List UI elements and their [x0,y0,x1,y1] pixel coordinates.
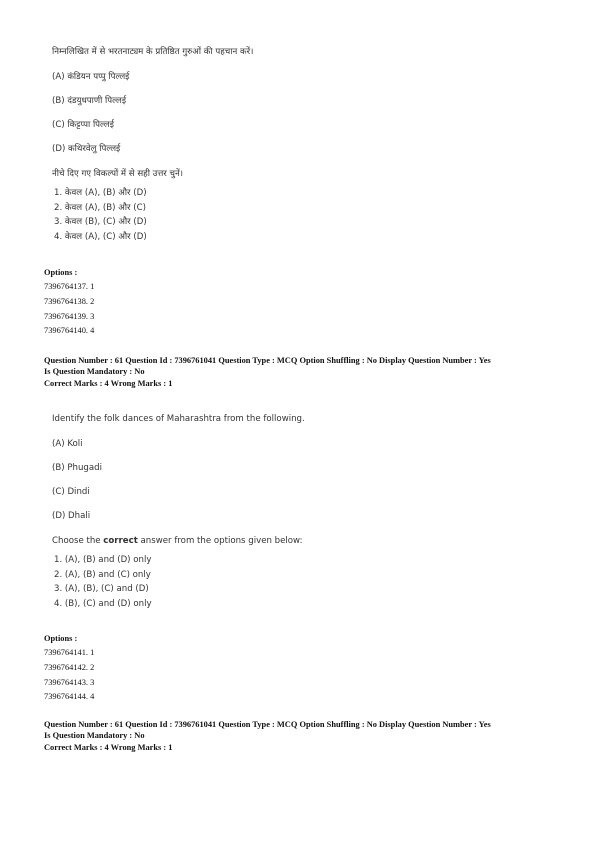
question-option-c: (C) किट्टप्पा पिल्लई [52,120,114,130]
option-id-row: 7396764143. 3 [44,677,95,687]
answer-choice-2: 2. केवल (A), (B) और (C) [54,202,146,213]
choose-text-after: answer from the options given below: [137,536,303,546]
question-option-a: (A) कंडियन पप्पु पिल्लई [52,72,130,82]
answer-choice-1: 1. केवल (A), (B) और (D) [54,188,147,198]
question-meta-line: Question Number : 61 Question Id : 7396761041 Question Type : MCQ Option Shuffling : No Display Question Number : Yes [44,356,491,365]
answer-choices [52,186,253,244]
option-id-row: 7396764141. 1 [44,648,95,657]
options-list [44,266,94,339]
choose-instruction [52,535,305,547]
options-list [44,632,94,705]
options-title: Options : [44,268,78,277]
answer-choice-3: 3. (A), (B), (C) and (D) [54,584,149,594]
answer-choice-4: 4. केवल (A), (C) और (D) [54,231,147,242]
question-option-d: (D) कथिरवेलु पिल्लई [52,144,121,154]
question-body-hindi [52,46,253,244]
option-id-row: 7396764138. 2 [44,296,95,306]
choose-instruction: नीचे दिए गए विकल्पों में से सही उत्तर चुनें। [52,169,184,179]
option-id-row: 7396764137. 1 [44,282,95,291]
question-mandatory-line: Is Question Mandatory : No [44,366,145,376]
answer-choice-3: 3. केवल (B), (C) और (D) [54,217,147,227]
question-option-d: (D) Dhali [52,511,91,521]
answer-choice-1: 1. (A), (B) and (D) only [54,555,152,565]
question-stem: निम्नलिखित में से भरतनाट्यम के प्रतिष्ठित गुरुओं की पहचान करें। [52,47,254,57]
question-body-english [52,413,305,611]
option-id-row: 7396764142. 2 [44,662,95,672]
choose-text-before: Choose the [52,536,104,546]
answer-choice-2: 2. (A), (B) and (C) only [54,569,151,580]
question-option-b: (B) Phugadi [52,463,102,473]
question-metadata [44,720,564,754]
question-option-a: (A) Koli [52,439,83,449]
option-id-row: 7396764140. 4 [44,326,95,336]
choose-text-bold: correct [103,536,138,546]
marks-line: Correct Marks : 4 Wrong Marks : 1 [44,379,173,388]
question-meta-line: Question Number : 61 Question Id : 7396761041 Question Type : MCQ Option Shuffling : No Display Question Number : Yes [44,720,491,729]
question-stem: Identify the folk dances of Maharashtra from the following. [52,414,305,424]
answer-choices [52,553,305,611]
question-metadata [44,356,564,390]
answer-choice-4: 4. (B), (C) and (D) only [54,598,152,609]
question-option-b: (B) दंडयुधपाणी पिल्लई [52,96,127,106]
question-mandatory-line: Is Question Mandatory : No [44,730,145,740]
option-id-row: 7396764144. 4 [44,692,95,702]
marks-line: Correct Marks : 4 Wrong Marks : 1 [44,743,173,752]
option-id-row: 7396764139. 3 [44,311,95,321]
question-option-c: (C) Dindi [52,487,90,497]
options-title: Options : [44,634,78,643]
